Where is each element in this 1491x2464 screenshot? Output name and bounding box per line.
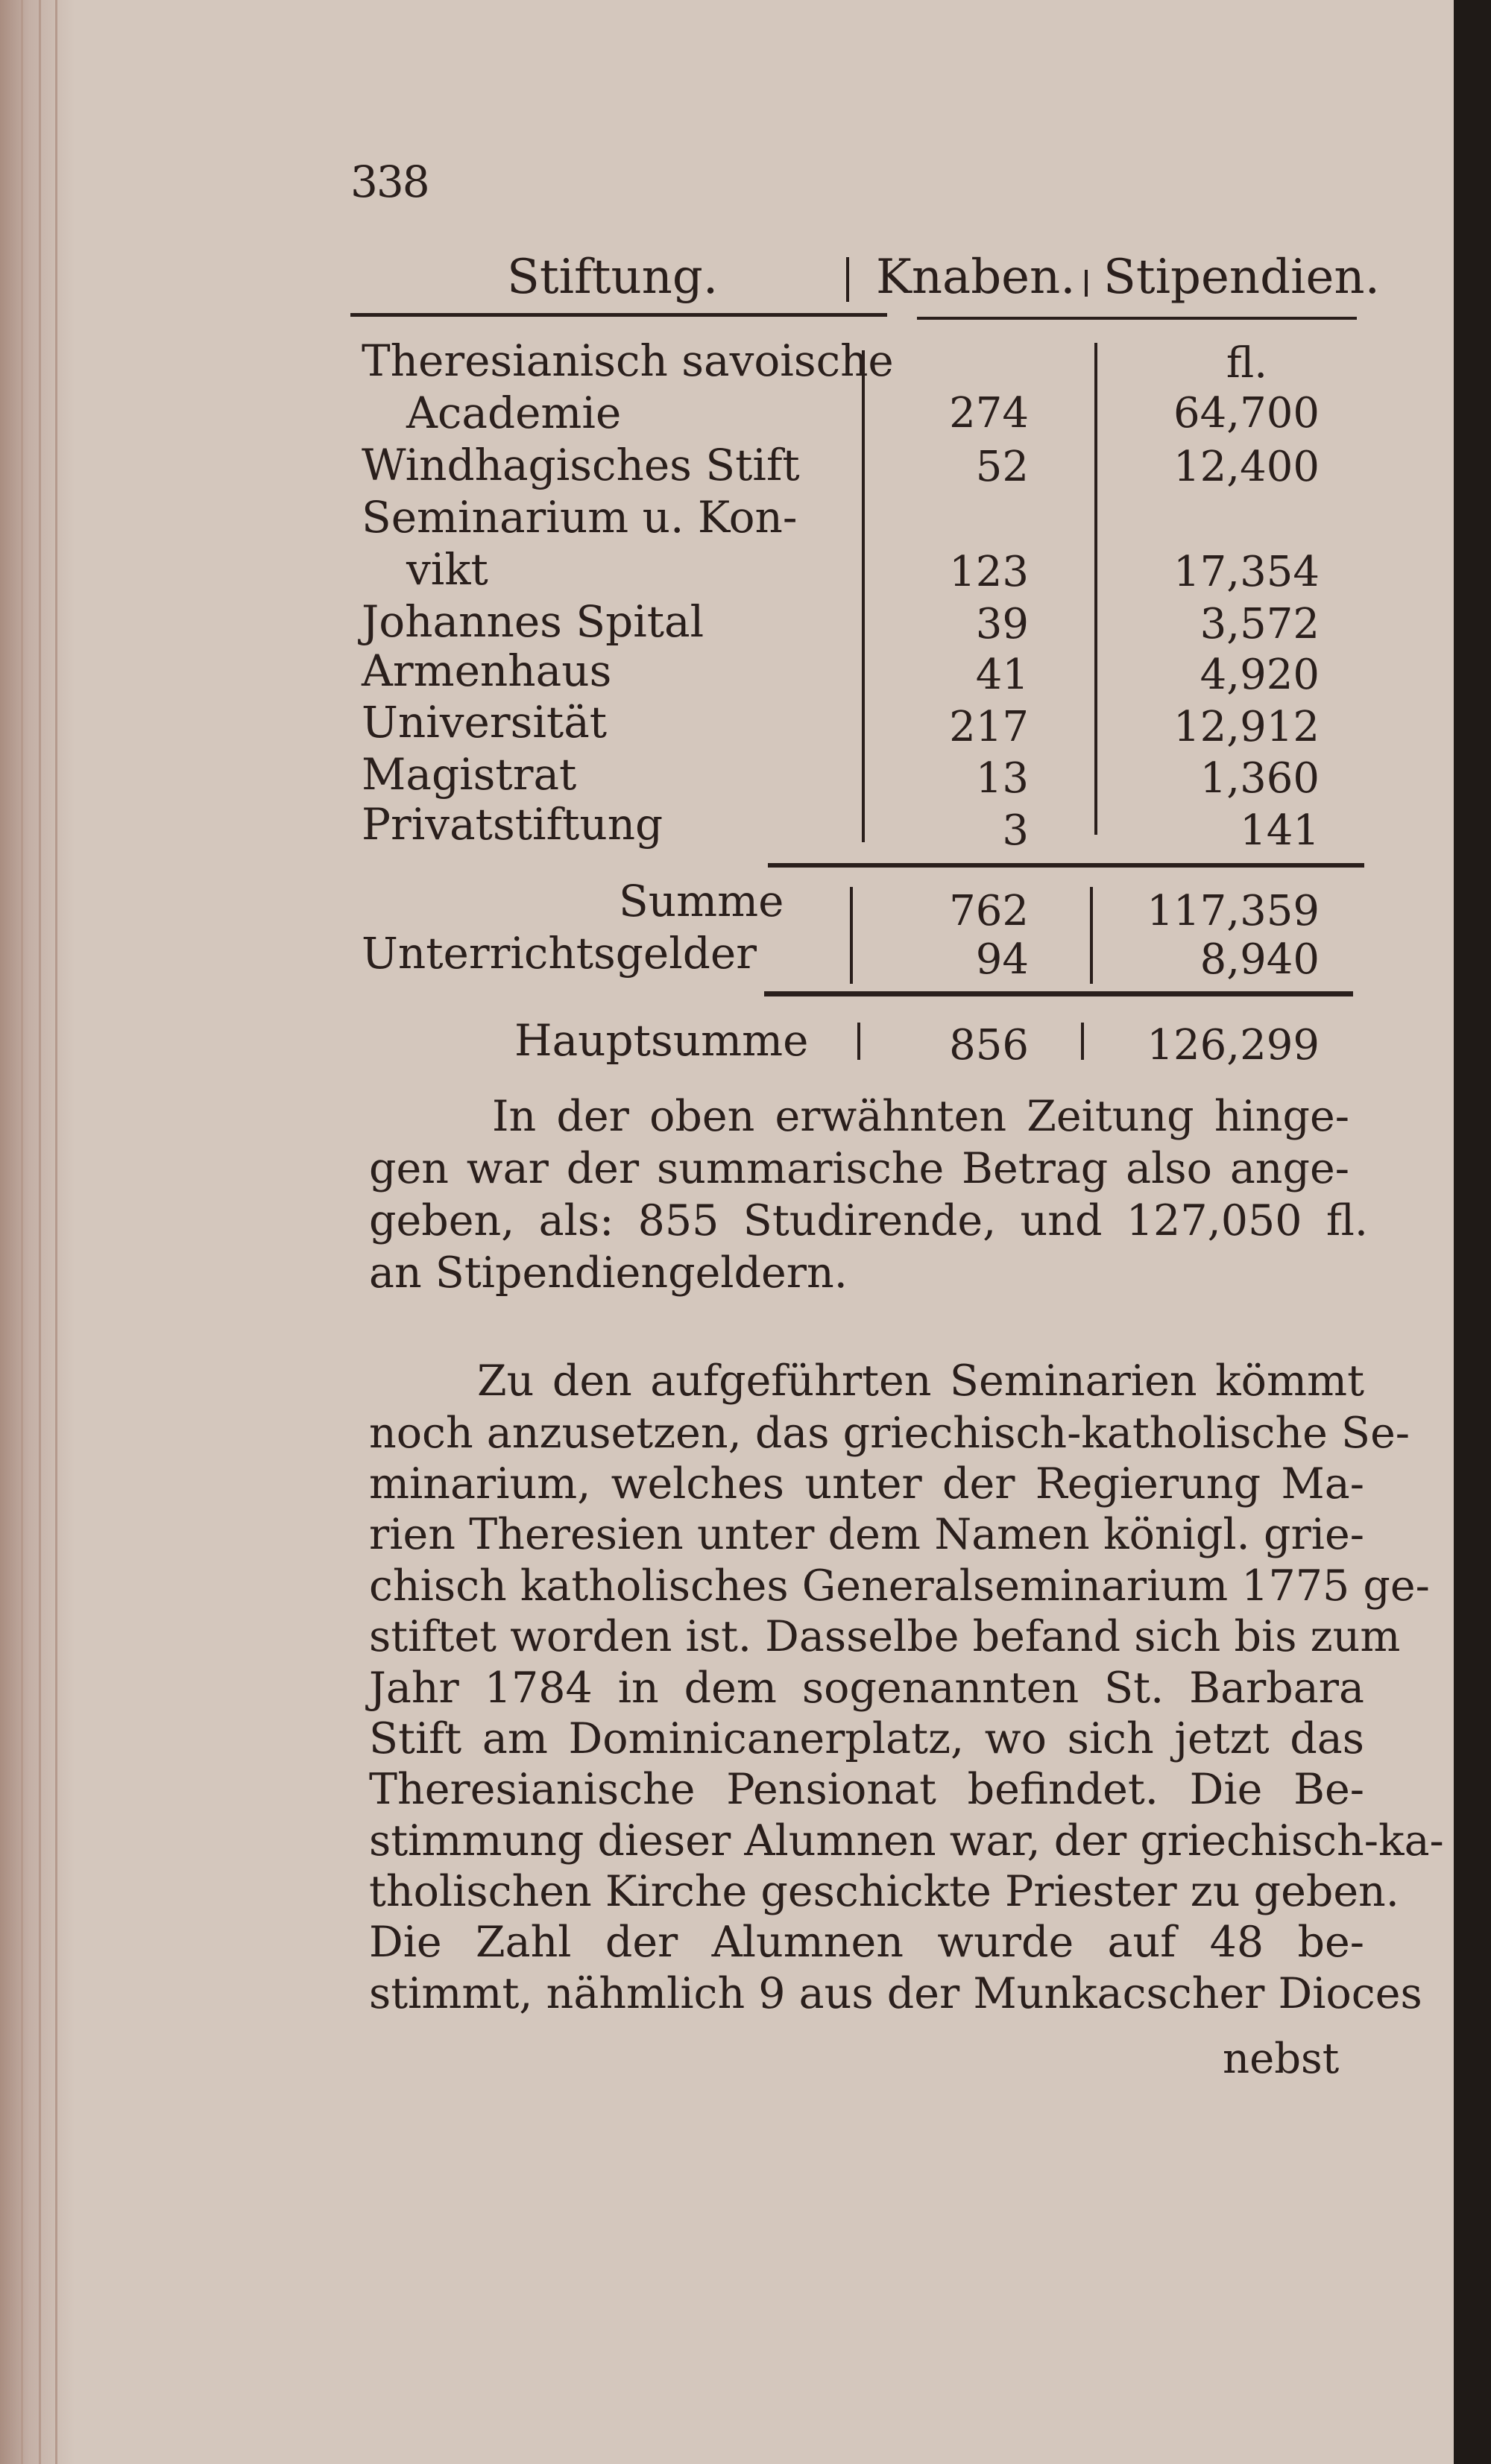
sum-rule	[768, 863, 1364, 868]
stipendien-value: 12,400	[1173, 443, 1320, 491]
column-divider	[850, 887, 853, 984]
summe-label: Summe	[619, 876, 784, 926]
page-stack-line	[55, 0, 57, 2464]
row-label: vikt	[406, 544, 488, 595]
paragraph-line: Die Zahl der Alumnen wurde auf 48 be-	[369, 1918, 1364, 1967]
summe-knaben: 762	[949, 887, 1029, 935]
column-divider	[1094, 343, 1097, 835]
row-label: Armenhaus	[362, 645, 612, 696]
row-label: Johannes Spital	[362, 596, 704, 647]
catchword: nebst	[1223, 2035, 1340, 2083]
header-divider	[846, 257, 849, 302]
knaben-value: 274	[949, 389, 1029, 437]
stipendien-value: 1,360	[1200, 754, 1320, 803]
paragraph-line: Zu den aufgeführten Seminarien kömmt	[477, 1356, 1364, 1406]
stipendien-value: 64,700	[1173, 389, 1320, 437]
row-label: Privatstiftung	[362, 799, 663, 850]
page-number: 338	[350, 157, 429, 207]
paragraph-line: minarium, welches unter der Regierung Ma-	[369, 1459, 1364, 1509]
header-knaben: Knaben.	[876, 250, 1076, 305]
knaben-value: 217	[949, 703, 1029, 751]
paragraph-line: Theresianische Pensionat befindet. Die Be-	[369, 1765, 1364, 1814]
page-stack-line	[39, 0, 41, 2464]
header-divider	[1085, 270, 1088, 297]
stipendien-value: 17,354	[1173, 548, 1320, 596]
row-label: Academie	[406, 388, 622, 438]
row-label: Universität	[362, 697, 608, 748]
paragraph-line: geben, als: 855 Studirende, und 127,050 fl.	[369, 1196, 1368, 1245]
hauptsumme-knaben: 856	[949, 1021, 1029, 1070]
stipendien-value: 141	[1240, 806, 1320, 855]
paragraph-line: an Stipendiengeldern.	[369, 1248, 848, 1298]
header-stiftung: Stiftung.	[507, 250, 719, 305]
knaben-value: 39	[975, 600, 1029, 648]
unit-label: fl.	[1226, 339, 1267, 388]
row-label: Seminarium u. Kon-	[362, 492, 798, 543]
knaben-value: 13	[975, 754, 1029, 803]
summe-stipendien: 117,359	[1147, 887, 1320, 935]
paragraph-line: noch anzusetzen, das griechisch-katholische Se-	[369, 1409, 1410, 1458]
knaben-value: 52	[975, 443, 1029, 491]
header-stipendien: Stipendien.	[1103, 250, 1380, 305]
page-edge-shading	[0, 0, 75, 2464]
header-rule	[917, 317, 1357, 320]
paragraph-line: stimmung dieser Alumnen war, der griechisch-ka-	[369, 1816, 1444, 1866]
paragraph-line: gen war der summarische Betrag also ange-	[369, 1144, 1349, 1193]
knaben-value: 3	[1002, 806, 1029, 855]
column-divider	[862, 350, 865, 842]
column-divider	[1081, 1023, 1084, 1060]
row-label: Theresianisch savoische	[362, 335, 894, 386]
paragraph-line: chisch katholisches Generalseminarium 1775 ge-	[369, 1561, 1430, 1611]
unterrichtsgelder-label: Unterrichtsgelder	[362, 928, 757, 979]
row-label: Windhagisches Stift	[362, 440, 800, 490]
paragraph-line: In der oben erwähnten Zeitung hinge-	[492, 1092, 1349, 1141]
paragraph-line: stiftet worden ist. Dasselbe befand sich bis zum	[369, 1612, 1401, 1661]
knaben-value: 41	[975, 651, 1029, 699]
paragraph-line: tholischen Kirche geschickte Priester zu geben.	[369, 1867, 1399, 1916]
total-rule	[764, 991, 1353, 996]
column-divider	[1090, 887, 1093, 984]
page-stack-line	[21, 0, 23, 2464]
paragraph-line: rien Theresien unter dem Namen königl. grie-	[369, 1510, 1364, 1559]
header-rule	[350, 313, 887, 317]
paragraph-line: Stift am Dominicanerplatz, wo sich jetzt das	[369, 1714, 1364, 1763]
column-divider	[857, 1023, 860, 1060]
stipendien-value: 3,572	[1200, 600, 1320, 648]
stipendien-value: 4,920	[1200, 651, 1320, 699]
unterrichtsgelder-stipendien: 8,940	[1200, 935, 1320, 984]
hauptsumme-stipendien: 126,299	[1147, 1021, 1320, 1070]
paragraph-line: stimmt, nähmlich 9 aus der Munkacscher Dioces	[369, 1969, 1422, 2018]
hauptsumme-label: Hauptsumme	[514, 1015, 809, 1066]
row-label: Magistrat	[362, 749, 577, 800]
knaben-value: 123	[949, 548, 1029, 596]
unterrichtsgelder-knaben: 94	[975, 935, 1029, 984]
paragraph-line: Jahr 1784 in dem sogenannten St. Barbara	[369, 1664, 1364, 1713]
stipendien-value: 12,912	[1173, 703, 1320, 751]
